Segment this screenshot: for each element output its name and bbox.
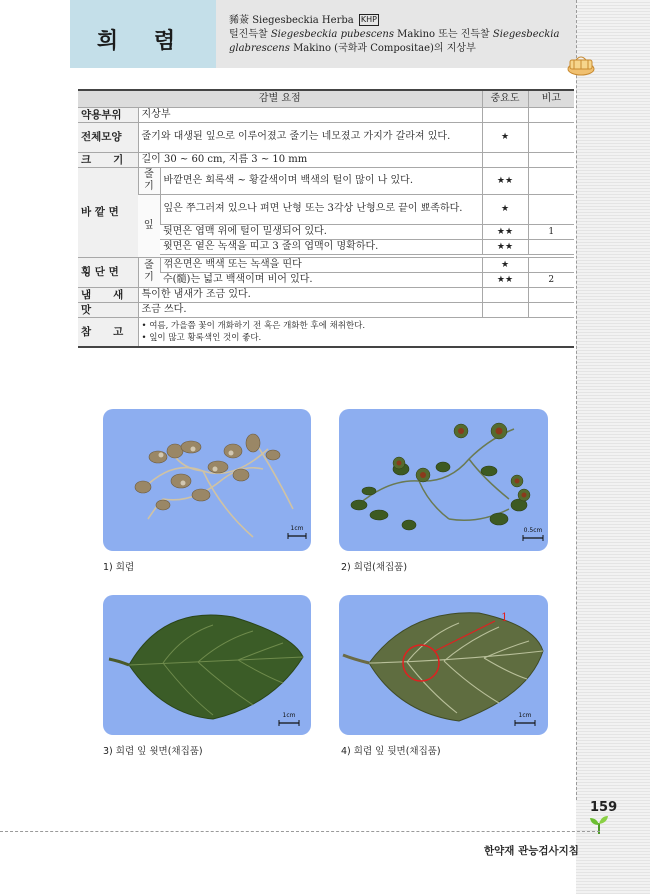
row-text: 수(髓)는 넓고 백색이며 비어 있다. [160, 272, 482, 287]
table-header-row [78, 90, 574, 107]
row-label: 횡 단 면 [78, 257, 138, 287]
header-text: Makino 또는 진득찰 [393, 29, 493, 40]
remark [528, 302, 574, 317]
row-text: 특이한 냄새가 조금 있다. [138, 287, 482, 302]
header-line-1 [229, 11, 379, 26]
row-label: 바 깥 면 [78, 167, 138, 257]
table-row [78, 302, 574, 317]
sub-label: 잎 [138, 194, 160, 257]
species-name: glabrescens [229, 43, 290, 54]
photo-collected-sprig [339, 409, 548, 551]
row-label [78, 317, 138, 347]
row-text: 꺾은면은 백색 또는 녹색을 띤다 [160, 257, 482, 272]
row-label [78, 287, 138, 302]
photo-caption: 3) 희렴 잎 윗면(채집품) [103, 746, 203, 757]
identification-table [78, 89, 574, 348]
latin-name: Siegesbeckia Herba [252, 15, 354, 26]
photo-caption: 2) 희렴(채집품) [341, 562, 408, 573]
species-name: Siegesbeckia pubescens [270, 29, 394, 40]
importance [482, 302, 528, 317]
row-text: 조금 쓰다. [138, 302, 482, 317]
collected-sprig-image [339, 409, 548, 551]
page-number: 159 [590, 800, 618, 815]
dried-herb-image [103, 409, 311, 551]
header-text: Makino (국화과 Compositae)의 지상부 [289, 43, 476, 54]
importance: ★★ [482, 272, 528, 287]
importance: ★ [482, 257, 528, 272]
header-remark: 비고 [528, 90, 574, 107]
reference-note: • 여름, 가을쯤 꽃이 개화하기 전 혹은 개화한 후에 채취한다. [141, 320, 366, 331]
row-text: 윗면은 옅은 녹색을 띠고 3 줄의 엽맥이 명확하다. [160, 239, 482, 254]
row-label [78, 152, 138, 167]
remark [528, 194, 574, 224]
row-text: 지상부 [138, 107, 482, 122]
header-points: 감별 요점 [78, 90, 482, 107]
remark [528, 167, 574, 194]
importance: ★★ [482, 239, 528, 254]
scale-bar-label: 1cm [282, 712, 296, 719]
header-importance: 중요도 [482, 90, 528, 107]
remark: 2 [528, 272, 574, 287]
header-line-2 [229, 25, 559, 40]
table-row [78, 194, 574, 224]
row-text: 길이 30 ~ 60 cm, 지름 3 ~ 10 mm [138, 152, 482, 167]
header-line-3 [229, 39, 476, 54]
importance [482, 107, 528, 122]
scale-bar-label: 1cm [290, 525, 304, 532]
row-text: 잎은 쭈그러져 있으나 펴면 난형 또는 3각상 난형으로 끝이 뾰족하다. [160, 194, 482, 224]
sub-label: 줄기 [138, 257, 160, 287]
row-label-text: 크 기 [81, 153, 124, 166]
importance: ★ [482, 194, 528, 224]
herb-pack-icon [566, 54, 596, 76]
row-text: 뒷면은 엽맥 위에 털이 밀생되어 있다. [160, 224, 482, 239]
importance: ★★ [482, 167, 528, 194]
table-row [78, 107, 574, 122]
leaf-underside-image [339, 595, 548, 735]
marker-number: 1 [501, 611, 508, 624]
table-row [78, 287, 574, 302]
photo-caption: 4) 희렴 잎 뒷면(채집품) [341, 746, 441, 757]
reference-note: • 잎이 많고 황록색인 것이 좋다. [141, 332, 262, 343]
khp-badge: KHP [360, 15, 377, 24]
book-title: 한약재 관능검사지침 [484, 845, 579, 857]
importance [482, 287, 528, 302]
photo-leaf-upper [103, 595, 311, 735]
row-label: 전체모양 [78, 122, 138, 152]
row-label: 약용부위 [78, 107, 138, 122]
vertical-dashed-rule [576, 0, 577, 800]
photo-dried-herb [103, 409, 311, 551]
photo-caption: 1) 희렴 [103, 562, 135, 573]
row-text: 바깥면은 회록색 ~ 황갈색이며 백색의 털이 많이 나 있다. [160, 167, 482, 194]
table-row [78, 317, 574, 347]
remark [528, 152, 574, 167]
title-box [70, 0, 216, 68]
row-label-text: 냄 새 [81, 288, 124, 301]
footer-dashed-rule [0, 831, 600, 832]
herb-title: 희 렴 [96, 29, 190, 54]
row-label-text: 참 고 [81, 325, 124, 338]
table-row [78, 257, 574, 272]
remark [528, 257, 574, 272]
importance: ★★ [482, 224, 528, 239]
table-row [78, 167, 574, 194]
remark [528, 107, 574, 122]
remark: 1 [528, 224, 574, 239]
scale-bar-label: 0.5cm [523, 527, 543, 534]
sub-label: 줄기 [138, 167, 160, 194]
table-row [78, 122, 574, 152]
row-label: 맛 [78, 302, 138, 317]
species-name: Siegesbeckia [492, 29, 560, 40]
importance: ★ [482, 122, 528, 152]
leaf-upper-image [103, 595, 311, 735]
reference-notes [138, 317, 574, 347]
table-row [78, 152, 574, 167]
scale-bar-label: 1cm [518, 712, 532, 719]
row-text: 줄기와 대생된 잎으로 이루어졌고 줄기는 네모졌고 가지가 갈라져 있다. [138, 122, 482, 152]
remark [528, 287, 574, 302]
header-text: 털진득찰 [229, 29, 271, 40]
hanja-name: 豨薟 [229, 15, 249, 26]
importance [482, 152, 528, 167]
remark [528, 122, 574, 152]
photo-leaf-under [339, 595, 548, 735]
right-margin-strip [576, 0, 650, 894]
remark [528, 239, 574, 254]
